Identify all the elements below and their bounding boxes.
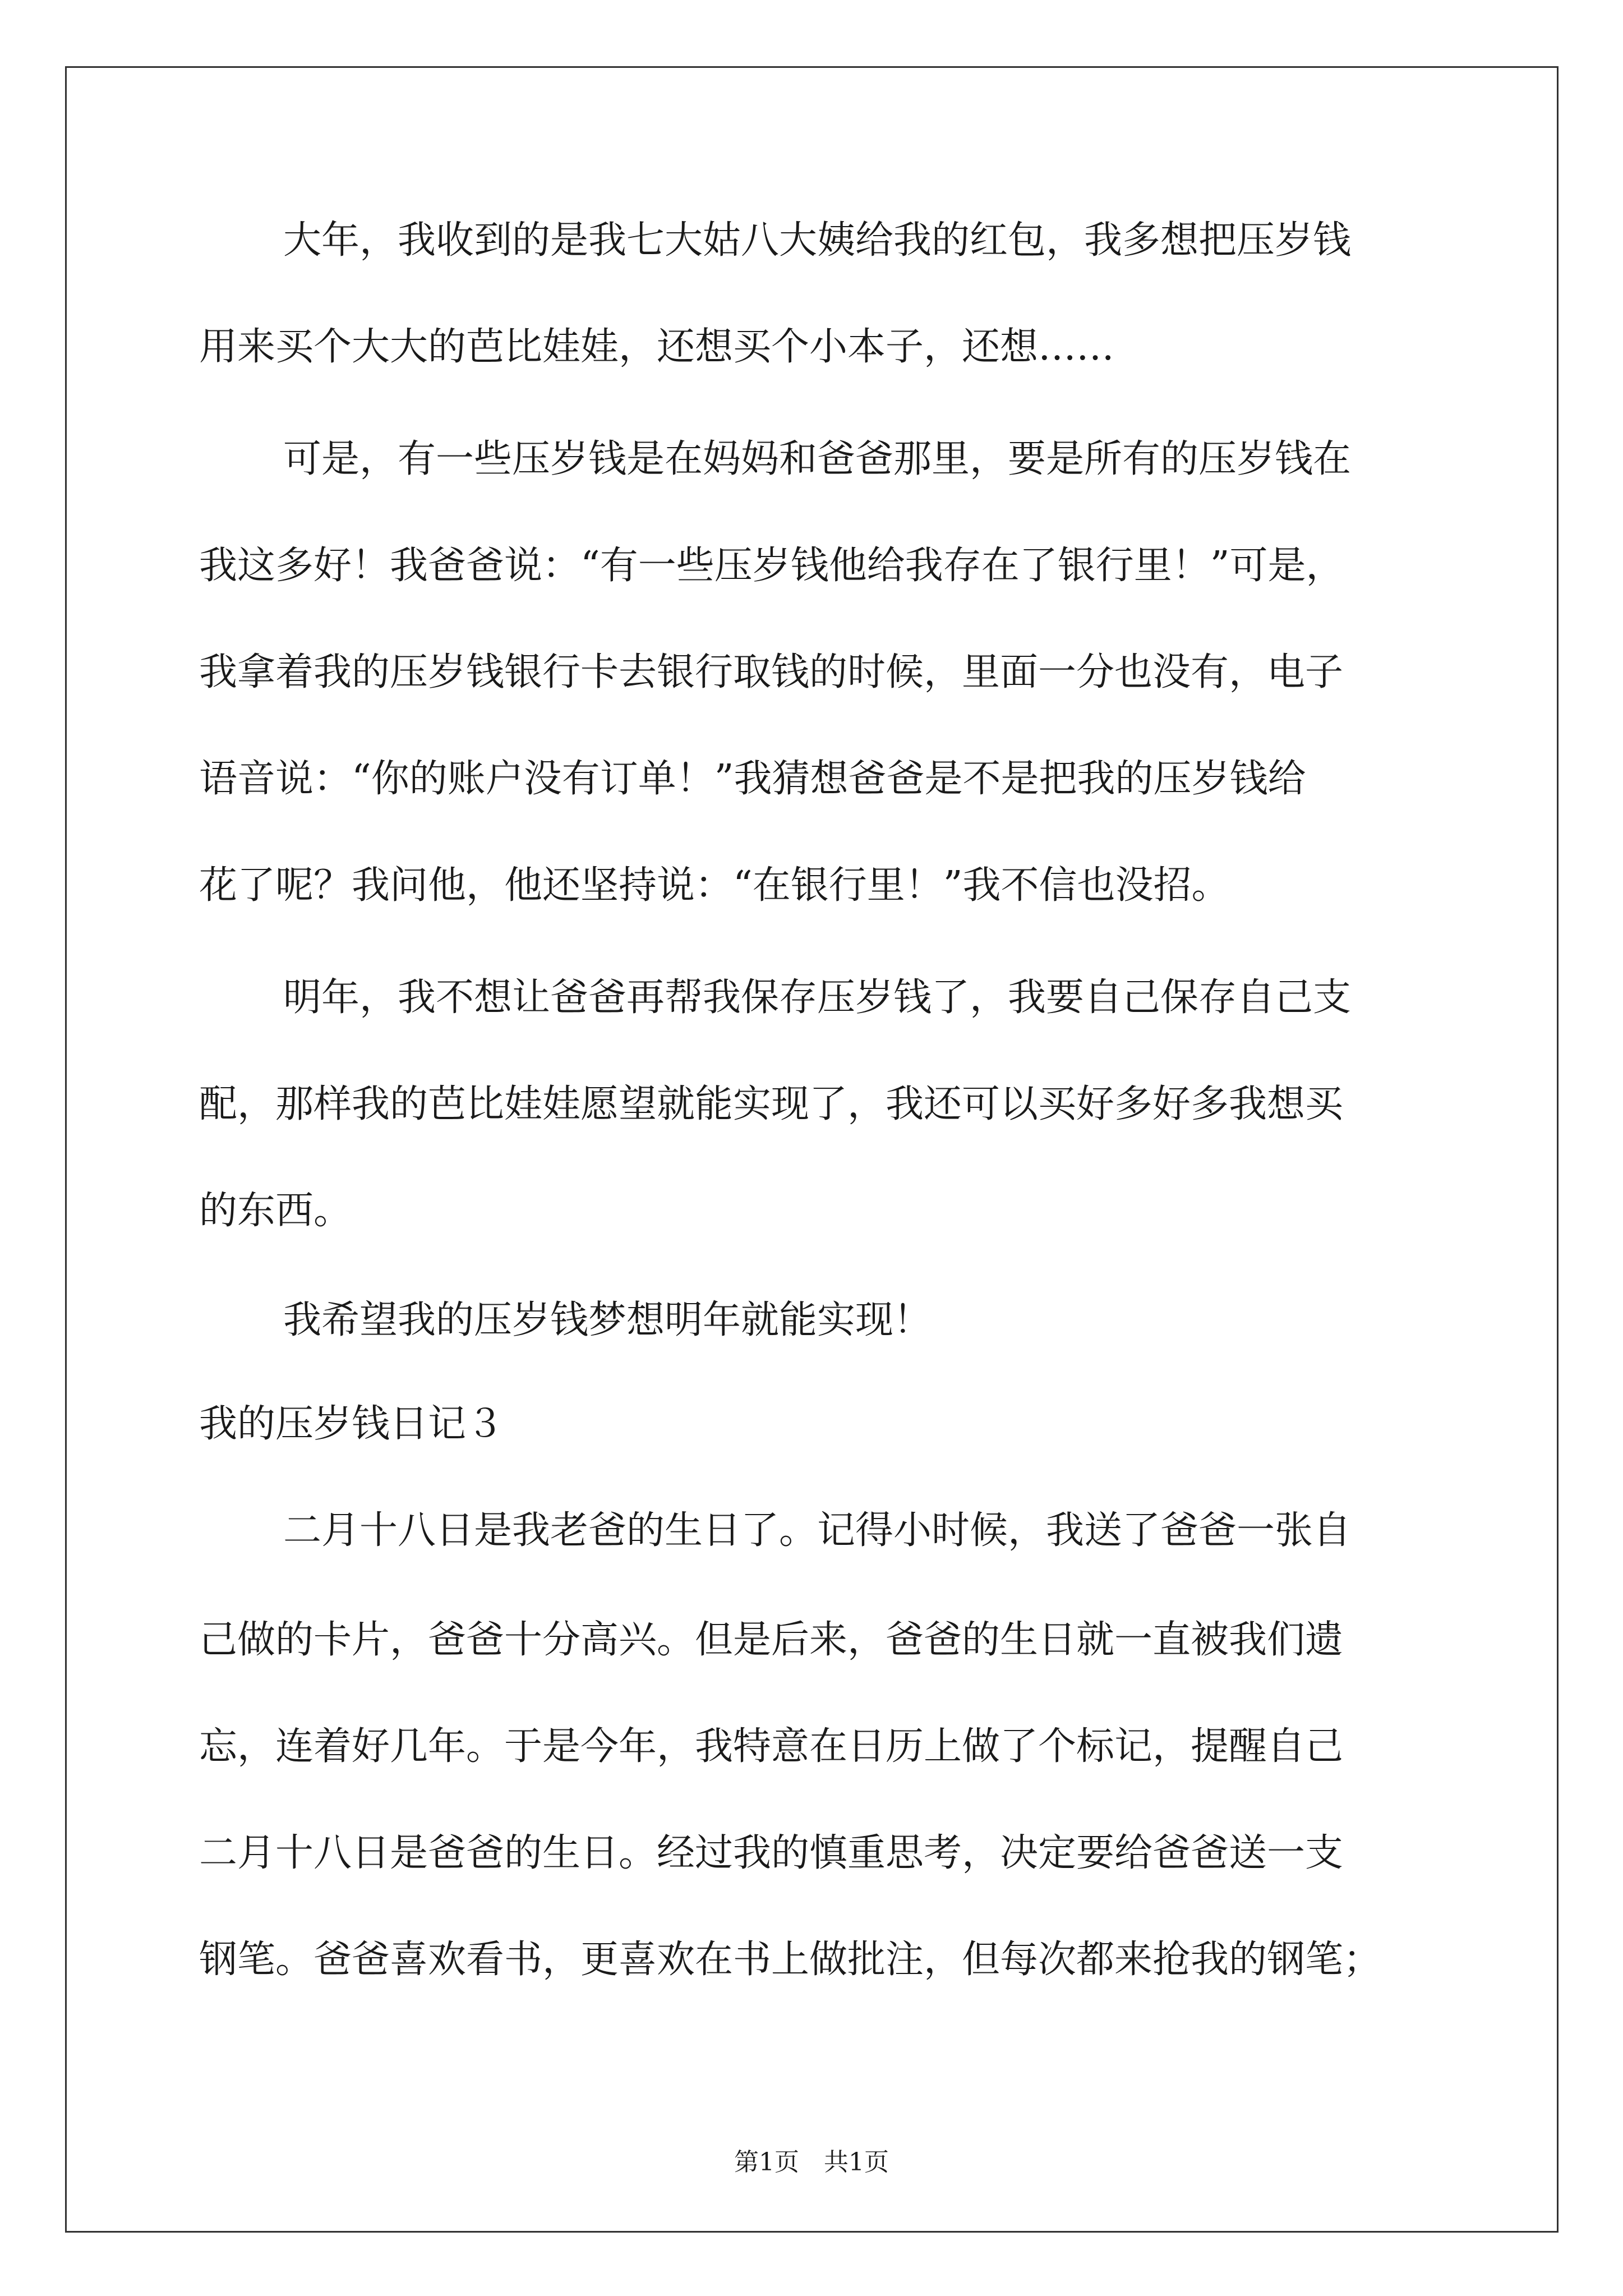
paragraph-line: 用来买个大大的芭比娃娃，还想买个小本子，还想…… bbox=[199, 325, 1115, 369]
paragraph-line: 明年，我不想让爸爸再帮我保存压岁钱了，我要自己保存自己支 bbox=[283, 976, 1352, 1020]
paragraph-line: 可是，有一些压岁钱是在妈妈和爸爸那里，要是所有的压岁钱在 bbox=[283, 437, 1352, 481]
paragraph-line: 忘，连着好几年。于是今年，我特意在日历上做了个标记，提醒自己 bbox=[199, 1724, 1344, 1769]
paragraph-line: 花了呢？我问他，他还坚持说：“在银行里！”我不信也没招。 bbox=[199, 863, 1230, 908]
paragraph-line: 钢笔。爸爸喜欢看书，更喜欢在书上做批注，但每次都来抢我的钢笔； bbox=[199, 1938, 1382, 1982]
paragraph-line: 二月十八日是爸爸的生日。经过我的慎重思考，决定要给爸爸送一支 bbox=[199, 1831, 1344, 1875]
paragraph-line: 我拿着我的压岁钱银行卡去银行取钱的时候，里面一分也没有，电子 bbox=[199, 650, 1344, 694]
paragraph-line: 我这多好！我爸爸说：“有一些压岁钱他给我存在了银行里！”可是， bbox=[199, 544, 1344, 588]
paragraph-line: 配，那样我的芭比娃娃愿望就能实现了，我还可以买好多好多我想买 bbox=[199, 1082, 1344, 1126]
page-border bbox=[65, 66, 1559, 2233]
paragraph-line: 我希望我的压岁钱梦想明年就能实现！ bbox=[283, 1298, 932, 1342]
paragraph-line: 二月十八日是我老爸的生日了。记得小时候，我送了爸爸一张自 bbox=[283, 1508, 1352, 1553]
paragraph-line: 己做的卡片，爸爸十分高兴。但是后来，爸爸的生日就一直被我们遗 bbox=[199, 1618, 1344, 1662]
paragraph-line: 大年，我收到的是我七大姑八大姨给我的红包，我多想把压岁钱 bbox=[283, 218, 1352, 263]
paragraph-line: 语音说：“你的账户没有订单！”我猜想爸爸是不是把我的压岁钱给 bbox=[199, 757, 1306, 801]
section-heading: 我的压岁钱日记３ bbox=[199, 1402, 505, 1446]
page-footer: 第1页 共1页 bbox=[734, 2148, 889, 2177]
paragraph-line: 的东西。 bbox=[199, 1189, 352, 1233]
